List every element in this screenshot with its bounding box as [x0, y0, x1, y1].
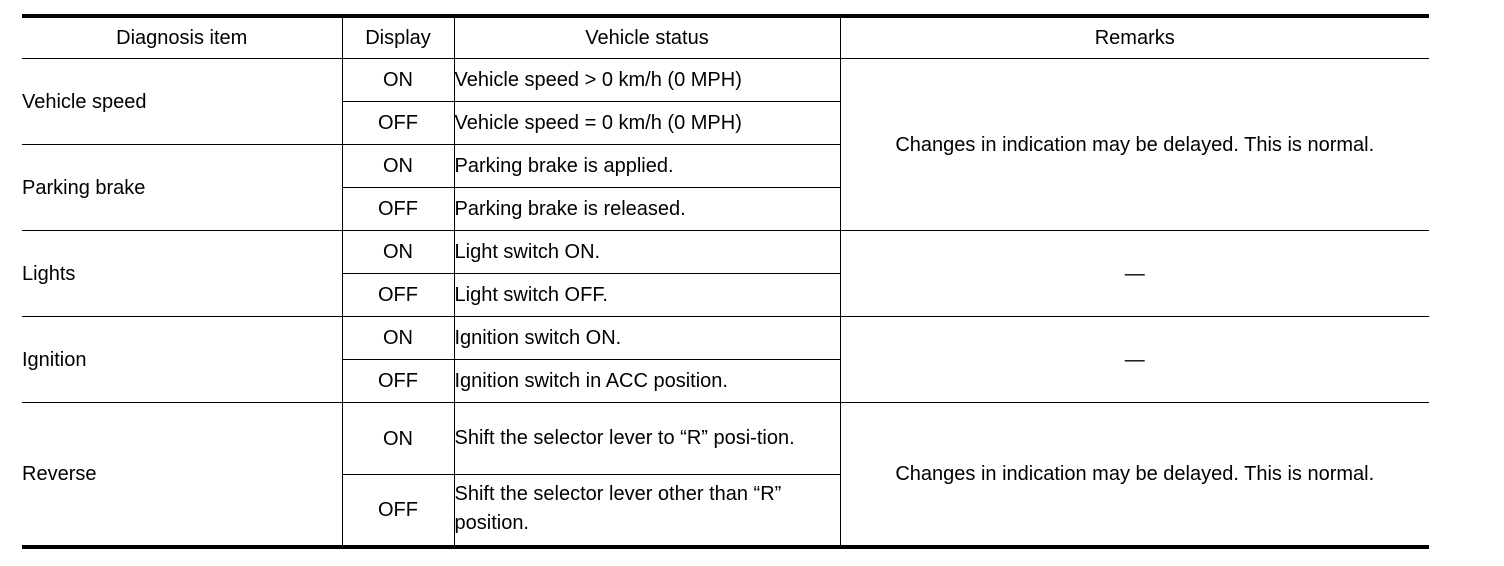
remarks-lights: —	[840, 231, 1429, 317]
status-cell: Vehicle speed = 0 km/h (0 MPH)	[454, 102, 840, 145]
table-row	[22, 231, 1429, 274]
display-on: ON	[342, 59, 454, 102]
remarks-ignition: —	[840, 317, 1429, 403]
item-reverse: Reverse	[22, 403, 342, 547]
status-cell: Shift the selector lever other than “R” position.	[454, 475, 840, 547]
table-row	[22, 317, 1429, 360]
item-ignition: Ignition	[22, 317, 342, 403]
display-off: OFF	[342, 188, 454, 231]
display-off: OFF	[342, 360, 454, 403]
status-cell: Light switch ON.	[454, 231, 840, 274]
table-row	[22, 403, 1429, 475]
header-remarks: Remarks	[840, 16, 1429, 59]
display-on: ON	[342, 231, 454, 274]
display-on: ON	[342, 403, 454, 475]
header-row	[22, 16, 1429, 59]
remarks-speed-brake: Changes in indication may be delayed. This is normal.	[840, 59, 1429, 231]
display-on: ON	[342, 145, 454, 188]
status-cell: Parking brake is released.	[454, 188, 840, 231]
item-lights: Lights	[22, 231, 342, 317]
status-cell: Shift the selector lever to “R” posi-tion.	[454, 403, 840, 475]
status-cell: Light switch OFF.	[454, 274, 840, 317]
item-parking-brake: Parking brake	[22, 145, 342, 231]
status-cell: Vehicle speed > 0 km/h (0 MPH)	[454, 59, 840, 102]
status-cell: Ignition switch ON.	[454, 317, 840, 360]
table-row	[22, 59, 1429, 102]
header-diagnosis-item: Diagnosis item	[22, 16, 342, 59]
remarks-reverse: Changes in indication may be delayed. This is normal.	[840, 403, 1429, 547]
display-off: OFF	[342, 274, 454, 317]
display-off: OFF	[342, 475, 454, 547]
status-cell: Ignition switch in ACC position.	[454, 360, 840, 403]
display-off: OFF	[342, 102, 454, 145]
header-display: Display	[342, 16, 454, 59]
item-vehicle-speed: Vehicle speed	[22, 59, 342, 145]
status-cell: Parking brake is applied.	[454, 145, 840, 188]
diagnosis-table	[22, 14, 1429, 549]
header-vehicle-status: Vehicle status	[454, 16, 840, 59]
display-on: ON	[342, 317, 454, 360]
